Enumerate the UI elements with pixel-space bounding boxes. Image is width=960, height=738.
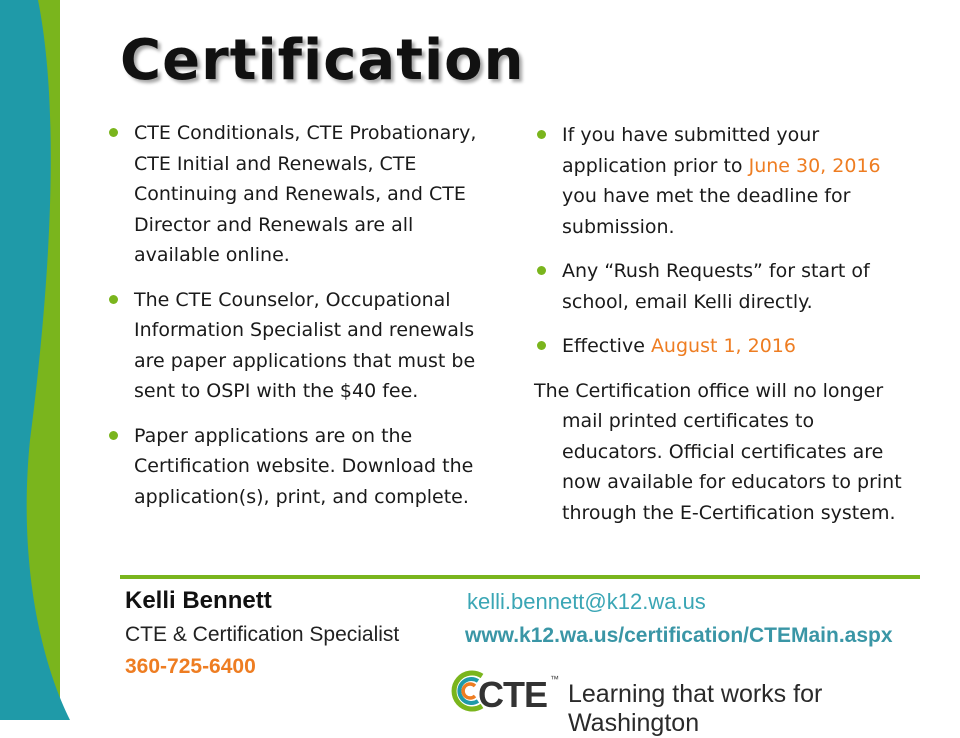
cte-logo [448,668,948,737]
divider-line [120,575,920,579]
bullet-item [534,120,914,242]
bullet-item: CTE Conditionals, CTE Probationary, CTE Initial and Renewals, CTE Continuing and Renewals, and CTE Director and Renewals are all available online. [106,118,496,271]
page-title: Certification [120,28,525,93]
contact-email-link[interactable]: kelli.bennett@k12.wa.us [467,589,706,614]
contact-name: Kelli Bennett [125,587,272,614]
bullet-item: Any “Rush Requests” for start of school, email Kelli directly. [534,256,914,317]
contact-role: CTE & Certification Specialist [125,623,400,646]
deadline-date: June 30, 2016 [748,154,881,177]
bullet-item: The CTE Counselor, Occupational Information Specialist and renewals are paper applications that must be sent to OSPI with the $40 fee. [106,285,496,407]
bullet-text: Effective [562,335,651,357]
bullet-text: you have met the deadline for submission. [562,185,851,238]
certification-url-link[interactable]: www.k12.wa.us/certification/CTEMain.aspx [465,624,893,647]
left-column [106,118,496,526]
effective-date: August 1, 2016 [650,335,796,357]
logo-wordmark: CTE [478,674,547,715]
bullet-item [534,331,914,362]
logo-tagline: Learning that works for Washington [568,680,823,737]
left-bullet-list [106,118,496,512]
notice-paragraph: The Certification office will no longer mail printed certificates to educators. Official certificates are now available for educators to print through the E-Certification system. [534,379,902,524]
right-column [534,120,914,528]
contact-phone: 360-725-6400 [125,655,256,678]
bullet-item: Paper applications are on the Certification website. Download the application(s), print, and complete. [106,421,496,513]
bullet-text: If you have submitted your application prior to [562,124,820,177]
right-bullet-list [534,120,914,362]
logo-trademark: ™ [550,674,559,684]
